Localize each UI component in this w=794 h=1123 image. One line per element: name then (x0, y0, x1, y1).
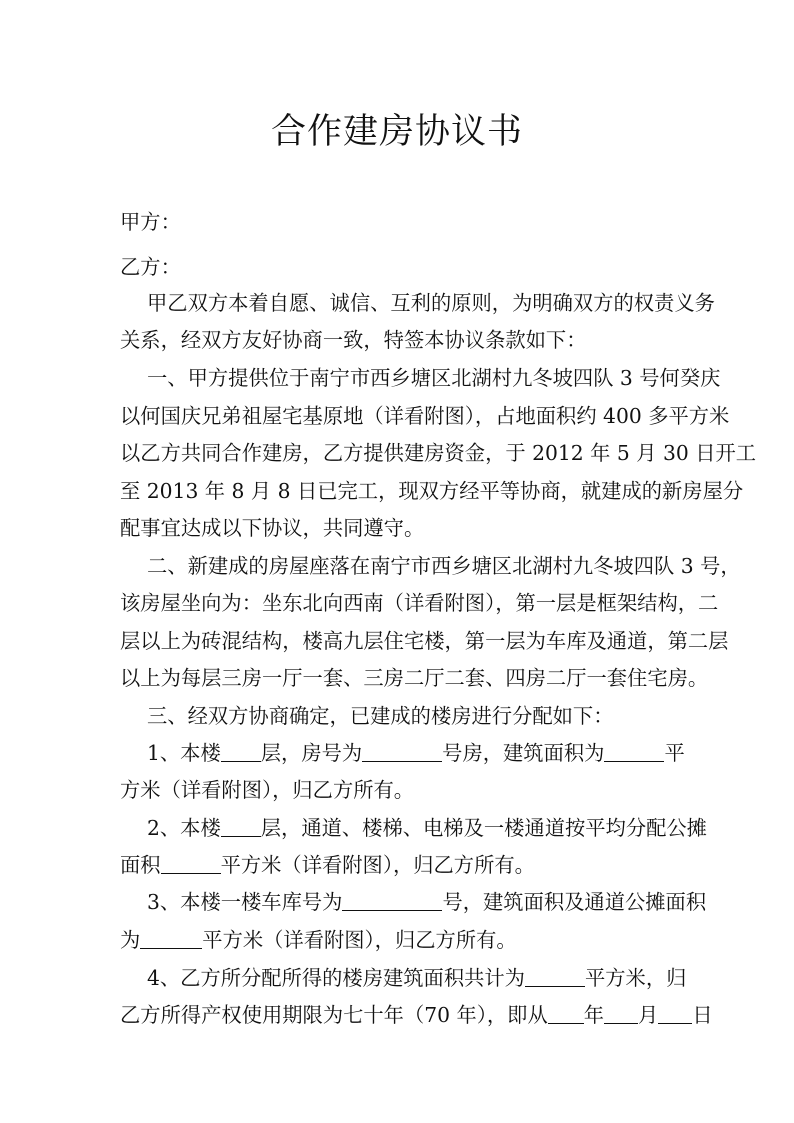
item-3-line-2 (120, 927, 682, 953)
item-4-line-2 (120, 1002, 713, 1028)
item-text: 年 (583, 1003, 605, 1027)
party-a-label: 甲方： (120, 210, 181, 234)
party-b-label: 乙方： (120, 255, 181, 279)
item-3 (147, 889, 707, 915)
floor-blank[interactable] (221, 743, 261, 762)
garage-number-blank[interactable] (342, 892, 442, 911)
clause-2-line: 以上为每层三房一厅一套、三房二厅二套、四房二厅一套住宅房。 (120, 666, 709, 690)
item-1-line-2: 方米（详看附图），归乙方所有。 (120, 778, 415, 802)
clause-1-line: 一、甲方提供位于南宁市西乡塘区北湖村九冬坡四队 3 号何癸庆 (147, 366, 721, 390)
clause-1-line: 以乙方共同合作建房，乙方提供建房资金，于 2012 年 5 月 30 日开工 (120, 441, 757, 465)
clause-1-line: 至 2013 年 8 月 8 日已完工，现双方经平等协商，就建成的新房屋分 (120, 479, 744, 503)
item-text: 号房，建筑面积为 (442, 741, 605, 765)
item-text: 层，通道、楼梯、电梯及一楼通道按平均分配公摊 (260, 816, 707, 840)
item-text: 3、本楼一楼车库号为 (147, 890, 343, 914)
item-text: 4、乙方所分配所得的楼房建筑面积共计为 (147, 966, 525, 990)
clause-3-heading: 三、经双方协商确定，已建成的楼房进行分配如下： (147, 704, 614, 728)
item-text: 面积 (120, 853, 161, 877)
total-area-blank[interactable] (525, 968, 585, 987)
item-text: 为 (120, 928, 141, 952)
area-blank[interactable] (604, 743, 664, 762)
clause-1-line: 以何国庆兄弟祖屋宅基原地（详看附图），占地面积约 400 多平方米 (120, 404, 730, 428)
item-text: 2、本楼 (147, 816, 221, 840)
item-2-line-2 (120, 852, 682, 878)
item-text: 平 (664, 741, 685, 765)
item-4 (147, 965, 687, 991)
year-blank[interactable] (548, 1005, 584, 1024)
intro-line: 甲乙双方本着自愿、诚信、互利的原则，为明确双方的权责义务 (147, 291, 715, 315)
item-text: 日 (692, 1003, 713, 1027)
item-2 (147, 815, 707, 841)
item-text: 平方米（详看附图），归乙方所有。 (220, 853, 535, 877)
month-blank[interactable] (604, 1005, 638, 1024)
day-blank[interactable] (658, 1005, 692, 1024)
item-text: 平方米，归 (584, 966, 687, 990)
shared-area-blank[interactable] (161, 855, 221, 874)
item-text: 1、本楼 (147, 741, 221, 765)
clause-1-line: 配事宜达成以下协议，共同遵守。 (120, 516, 425, 540)
item-text: 月 (638, 1003, 659, 1027)
room-number-blank[interactable] (362, 743, 442, 762)
floor-blank[interactable] (221, 818, 261, 837)
clause-2-line: 层以上为砖混结构，楼高九层住宅楼，第一层为车库及通道，第二层 (120, 629, 729, 653)
item-text: 乙方所得产权使用期限为七十年（70 年），即从 (120, 1003, 548, 1027)
clause-2-line: 该房屋坐向为：坐东北向西南（详看附图），第一层是框架结构，二 (120, 591, 719, 615)
item-text: 平方米（详看附图），归乙方所有。 (202, 928, 517, 952)
garage-area-blank[interactable] (140, 930, 202, 949)
clause-2-line: 二、新建成的房屋座落在南宁市西乡塘区北湖村九冬坡四队 3 号， (147, 554, 741, 578)
item-text: 号，建筑面积及通道公摊面积 (442, 890, 707, 914)
item-text: 层，房号为 (260, 741, 363, 765)
item-1 (147, 740, 685, 766)
intro-line: 关系，经双方友好协商一致，特签本协议条款如下： (120, 328, 587, 352)
document-title: 合作建房协议书 (270, 112, 523, 152)
